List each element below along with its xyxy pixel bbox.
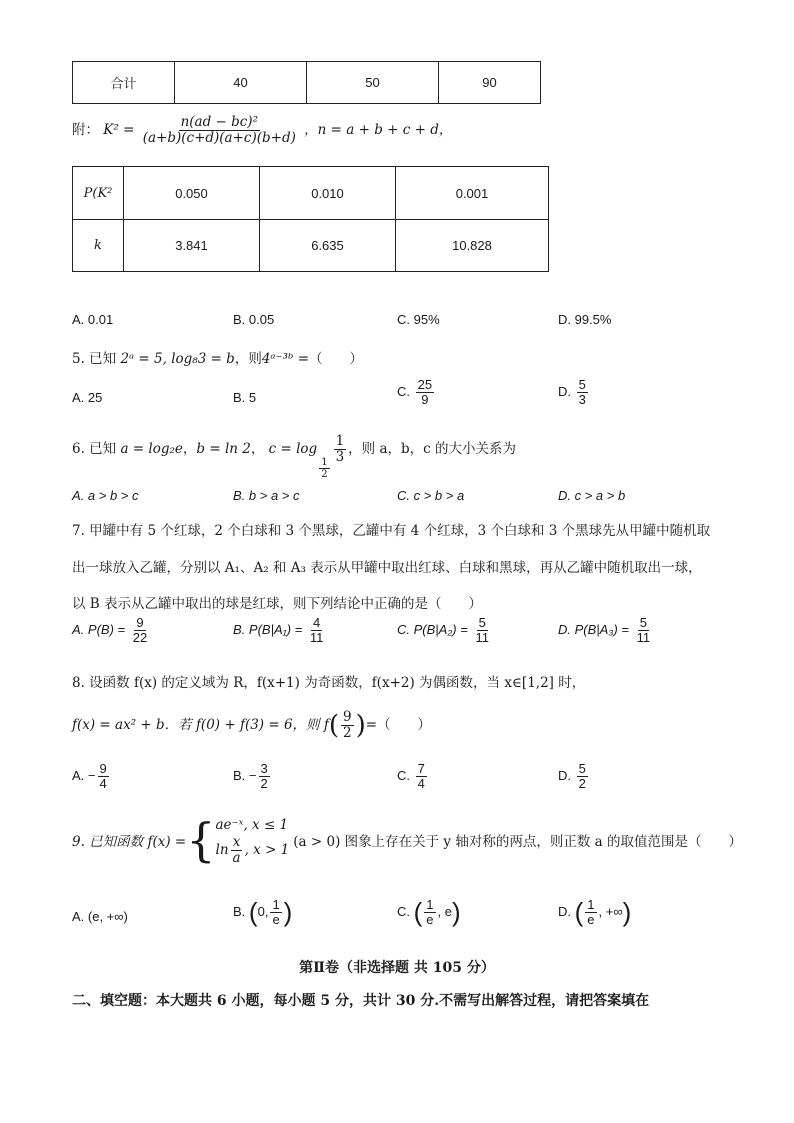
q8-option-c bbox=[397, 762, 429, 792]
q5-option-c-frac bbox=[416, 378, 434, 408]
q9-stem-post: (a > 0) 图象上存在关于 y 轴对称的两点，则正数 a 的取值范围是（ ） bbox=[293, 834, 742, 851]
q6-c-arg-num: 1 bbox=[335, 433, 345, 449]
q8-line1: 8. 设函数 f(x) 的定义域为 R，f(x+1) 为奇函数，f(x+2) 为偶函数，当 x∈[1,2] 时， bbox=[72, 675, 586, 691]
q9-option-c bbox=[397, 897, 461, 928]
q8-option-a-frac bbox=[98, 762, 109, 792]
q9-brace: { bbox=[186, 813, 216, 868]
q9-case2-pre: ln bbox=[215, 842, 229, 859]
q6-b-expr: b = ln 2 bbox=[196, 440, 251, 457]
q7-option-c bbox=[397, 616, 493, 646]
q7-line2: 出一球放入乙罐，分别以 A₁、A₂ 和 A₃ 表示从甲罐中取出红球、白球和黑球，再从乙罐中随机取出一球， bbox=[72, 560, 702, 576]
q8-line2-den: 2 bbox=[343, 724, 352, 741]
q8-option-c-num: 7 bbox=[417, 761, 425, 776]
crit-row2-c3: 10.828 bbox=[396, 220, 549, 272]
totals-col1: 40 bbox=[175, 62, 307, 104]
section2-description: 二、填空题：本大题共 6 小题，每小题 5 分，共计 30 分.不需写出解答过程，请把答案填在 bbox=[72, 993, 650, 1009]
q9-option-c-paren-open: ( bbox=[413, 897, 423, 927]
crit-row1-label: P(K² bbox=[73, 167, 124, 220]
q5-option-d-num: 5 bbox=[578, 377, 586, 392]
q8-paren-close: ) bbox=[355, 710, 366, 741]
q9-case2-num: x bbox=[232, 834, 241, 851]
q6-a-expr: a = log₂e bbox=[120, 440, 183, 457]
q7-option-d-num: 5 bbox=[639, 615, 648, 630]
q8-line2-frac bbox=[341, 710, 354, 741]
q9-option-d-post: , +∞ bbox=[598, 903, 623, 919]
q7-line1: 7. 甲罐中有 5 个红球，2 个白球和 3 个黑球，乙罐中有 4 个红球，3 个白球和 3 个黑球先从甲罐中随机取 bbox=[72, 523, 711, 539]
q9-option-d-den: e bbox=[587, 912, 595, 927]
q7-option-b-label: B. P(B|A₁) = bbox=[233, 622, 303, 638]
q9-option-d-paren-open: ( bbox=[574, 897, 584, 927]
formula-numerator: n(ad − bc)² bbox=[180, 114, 258, 130]
q7-option-d bbox=[558, 616, 654, 646]
q5-option-a: A. 25 bbox=[72, 390, 103, 405]
q8-option-a-label: A. − bbox=[72, 768, 96, 784]
q5-stem-math: 2ᵃ = 5, log₈3 = b bbox=[120, 351, 235, 367]
q8-option-d-num: 5 bbox=[578, 761, 586, 776]
q6-stem-post: ，则 a，b，c 的大小关系为 bbox=[348, 440, 516, 457]
q5-option-c-label: C. bbox=[397, 384, 410, 400]
q9-option-d-paren-close: ) bbox=[622, 897, 632, 927]
q6-c-base-num: 1 bbox=[321, 456, 328, 468]
q7-option-b bbox=[233, 616, 327, 646]
q9-case2-post: , x > 1 bbox=[244, 842, 290, 859]
q7-option-b-frac bbox=[308, 616, 326, 646]
crit-row1-c1: 0.050 bbox=[124, 167, 260, 220]
q6-stem bbox=[72, 434, 516, 480]
crit-row2-c2: 6.635 bbox=[260, 220, 396, 272]
q8-option-b-den: 2 bbox=[260, 776, 268, 792]
critical-value-table bbox=[72, 166, 549, 272]
q8-line2-post: =（ ） bbox=[365, 716, 432, 733]
totals-label: 合计 bbox=[73, 62, 175, 104]
q9-option-a: A. (e, +∞) bbox=[72, 909, 128, 924]
q9-option-b-label: B. bbox=[233, 903, 246, 919]
q9-case2 bbox=[216, 835, 290, 866]
q8-option-b-label: B. − bbox=[233, 768, 257, 784]
q7-option-d-frac bbox=[635, 616, 653, 646]
q6-c-arg-den: 3 bbox=[335, 448, 345, 465]
q9-option-b-frac bbox=[270, 898, 281, 928]
q8-option-a bbox=[72, 762, 111, 792]
q6-c-base-den: 2 bbox=[321, 468, 328, 480]
q9-option-d bbox=[558, 897, 631, 928]
q8-option-a-den: 4 bbox=[99, 776, 107, 792]
totals-col3: 90 bbox=[439, 62, 541, 104]
q5-option-d bbox=[558, 378, 590, 408]
q6-sep2: ， bbox=[250, 440, 265, 457]
q9-case1: ae⁻ˣ, x ≤ 1 bbox=[215, 817, 289, 833]
q5-option-d-frac bbox=[577, 378, 588, 408]
q6-c-arg bbox=[334, 434, 347, 465]
formula-suffix: ，n = a + b + c + d， bbox=[304, 121, 453, 138]
q6-stem-pre: 6. 已知 bbox=[72, 440, 117, 457]
q8-option-d-label: D. bbox=[558, 768, 571, 784]
q4-option-b: B. 0.05 bbox=[233, 312, 275, 327]
q6-c-expr: c = log bbox=[268, 440, 318, 457]
q6-sep1: ， bbox=[182, 440, 197, 457]
q9-option-b-pre: 0, bbox=[257, 903, 269, 919]
q7-option-c-num: 5 bbox=[478, 615, 486, 630]
q5-option-d-label: D. bbox=[558, 384, 571, 400]
q7-option-a bbox=[72, 616, 151, 646]
q7-option-b-den: 11 bbox=[309, 630, 324, 646]
q5-stem-math2: 4ᵃ⁻³ᵇ = bbox=[261, 351, 310, 367]
q6-c-base bbox=[319, 457, 329, 480]
formula bbox=[72, 115, 452, 146]
q9-option-d-label: D. bbox=[558, 903, 571, 919]
totals-col2: 50 bbox=[307, 62, 439, 104]
crit-row2-label: k bbox=[73, 220, 124, 272]
q9-stem bbox=[72, 815, 742, 866]
q8-option-d-frac bbox=[577, 762, 588, 792]
formula-prefix: 附： bbox=[72, 121, 99, 138]
q5-stem-post: （ ） bbox=[309, 351, 364, 367]
q9-option-c-label: C. bbox=[397, 903, 410, 919]
q8-option-b-frac bbox=[259, 762, 270, 792]
totals-table bbox=[72, 61, 541, 104]
q7-option-c-den: 11 bbox=[475, 630, 489, 646]
q9-option-c-num: 1 bbox=[426, 896, 434, 912]
q7-option-c-label: C. P(B|A₂) = bbox=[397, 622, 468, 638]
q8-option-c-den: 4 bbox=[417, 776, 425, 792]
q8-option-b bbox=[233, 762, 272, 792]
formula-denominator: (a+b)(c+d)(a+c)(b+d) bbox=[142, 129, 296, 146]
q5-stem-mid: ，则 bbox=[234, 351, 262, 367]
q9-option-c-frac bbox=[424, 898, 435, 928]
q9-option-d-frac bbox=[585, 898, 596, 928]
q9-option-b-num: 1 bbox=[272, 896, 280, 912]
q8-line2-num: 9 bbox=[343, 709, 352, 725]
q9-option-b-den: e bbox=[272, 912, 280, 927]
q8-option-c-label: C. bbox=[397, 768, 410, 784]
q6-option-c: C. c > b > a bbox=[397, 488, 465, 503]
q9-stem-pre: 9. 已知函数 f(x) = bbox=[72, 834, 187, 851]
q9-option-c-den: e bbox=[426, 912, 434, 927]
q5-option-c-num: 25 bbox=[417, 377, 433, 392]
q4-option-d: D. 99.5% bbox=[558, 312, 612, 327]
q7-line3: 以 B 表示从乙罐中取出的球是红球，则下列结论中正确的是（ ） bbox=[72, 596, 483, 612]
q8-line2-pre: f(x) = ax² + b．若 f(0) + f(3) = 6，则 f bbox=[72, 716, 329, 733]
q5-stem bbox=[72, 347, 363, 367]
q7-option-a-label: A. P(B) = bbox=[72, 622, 126, 638]
q9-case2-frac bbox=[231, 835, 243, 866]
q7-option-a-frac bbox=[131, 616, 149, 646]
q7-option-d-den: 11 bbox=[636, 630, 651, 646]
q5-stem-pre: 5. 已知 bbox=[72, 351, 117, 367]
formula-lhs: K² = bbox=[103, 121, 135, 138]
q7-option-a-num: 9 bbox=[136, 615, 144, 630]
q9-option-b-paren-open: ( bbox=[248, 897, 258, 927]
q8-option-d-den: 2 bbox=[578, 776, 586, 792]
q8-option-a-num: 9 bbox=[99, 761, 107, 776]
q7-option-a-den: 22 bbox=[132, 630, 148, 646]
q8-paren-open: ( bbox=[328, 710, 339, 741]
q9-option-d-num: 1 bbox=[587, 896, 595, 912]
q9-option-c-post: , e bbox=[437, 903, 452, 919]
q9-option-b-paren-close: ) bbox=[283, 897, 293, 927]
formula-fraction bbox=[141, 115, 298, 146]
q5-option-c bbox=[397, 378, 436, 408]
q8-option-b-num: 3 bbox=[260, 761, 268, 776]
q8-line2 bbox=[72, 710, 431, 741]
crit-row1-c2: 0.010 bbox=[260, 167, 396, 220]
section2-title: 第Ⅱ卷（非选择题 共 105 分） bbox=[299, 960, 495, 976]
q4-option-c: C. 95% bbox=[397, 312, 440, 327]
q7-option-c-frac bbox=[473, 616, 491, 646]
q5-option-c-den: 9 bbox=[421, 392, 429, 408]
q9-case2-den: a bbox=[232, 850, 241, 867]
q9-option-b bbox=[233, 897, 292, 928]
q7-option-b-num: 4 bbox=[313, 615, 321, 630]
q5-option-b: B. 5 bbox=[233, 390, 257, 405]
q8-option-c-frac bbox=[416, 762, 427, 792]
q5-option-d-den: 3 bbox=[578, 392, 586, 408]
q4-option-a: A. 0.01 bbox=[72, 312, 114, 327]
q8-option-d bbox=[558, 762, 590, 792]
q7-option-d-label: D. P(B|A₃) = bbox=[558, 622, 630, 638]
crit-row1-c3: 0.001 bbox=[396, 167, 549, 220]
q9-option-c-paren-close: ) bbox=[452, 897, 461, 927]
q6-option-b: B. b > a > c bbox=[233, 488, 300, 503]
crit-row2-c1: 3.841 bbox=[124, 220, 260, 272]
q6-option-a: A. a > b > c bbox=[72, 488, 139, 503]
q9-cases bbox=[216, 815, 290, 866]
q6-option-d: D. c > a > b bbox=[558, 488, 626, 503]
